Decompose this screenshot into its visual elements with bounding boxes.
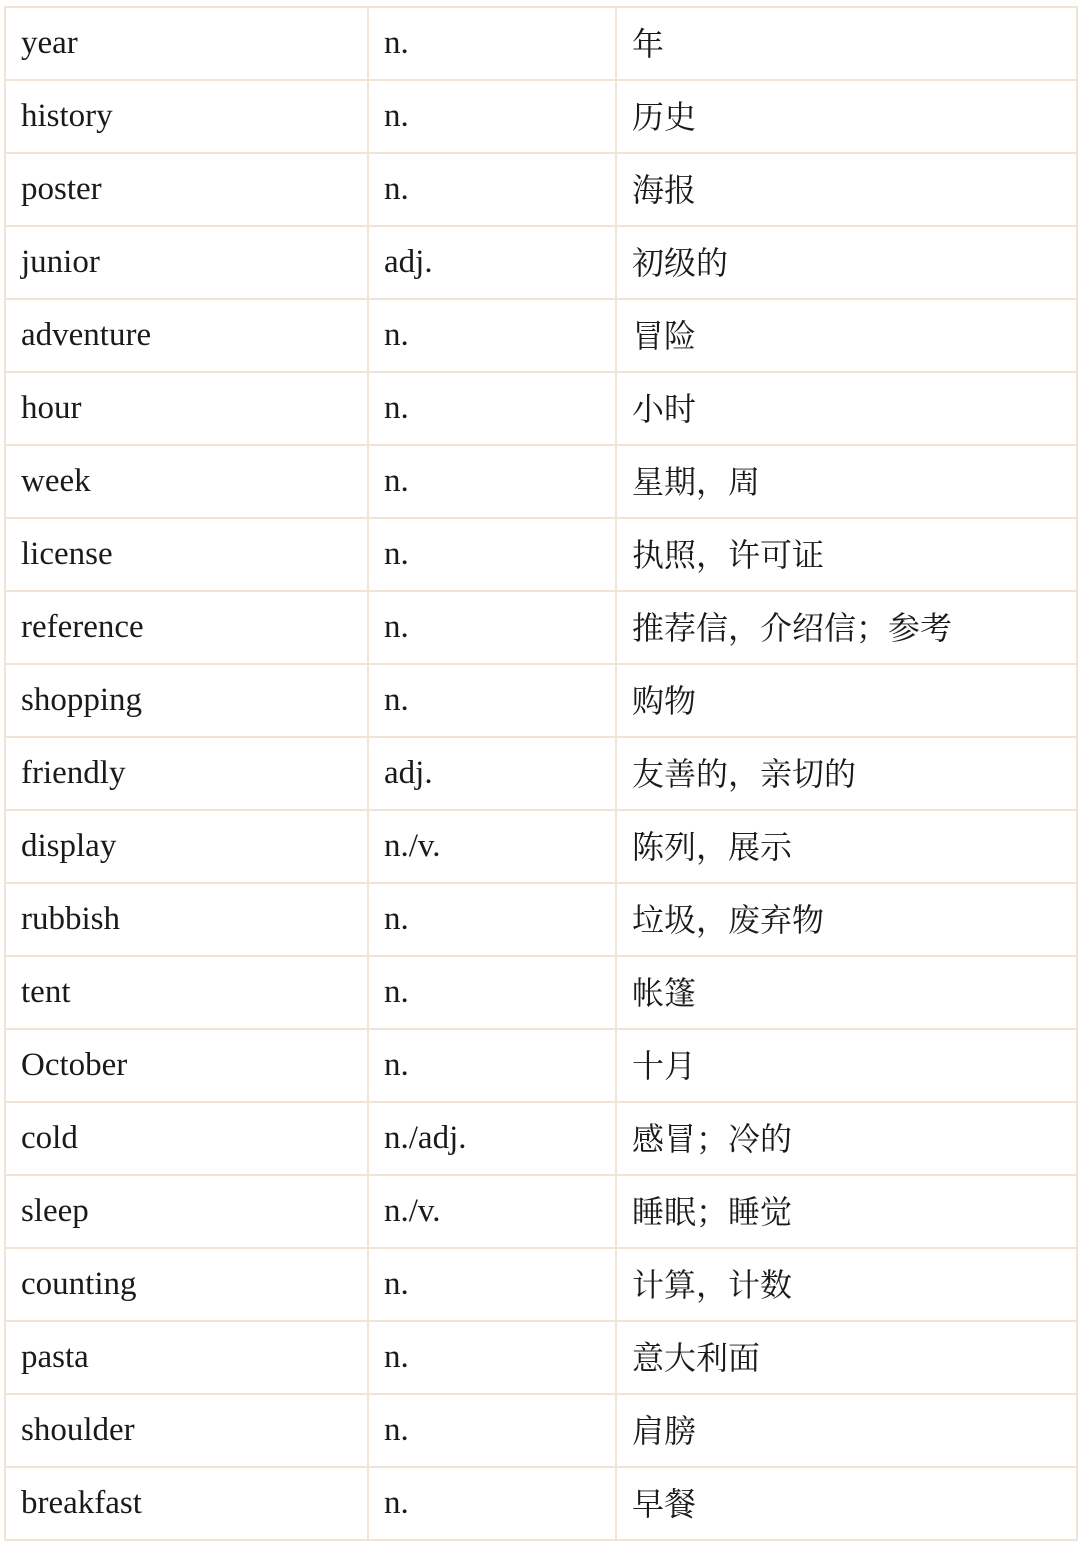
word-cell: junior xyxy=(5,226,368,299)
part-of-speech-cell: n. xyxy=(368,518,616,591)
word-cell: pasta xyxy=(5,1321,368,1394)
part-of-speech-cell: n./v. xyxy=(368,810,616,883)
word-cell: friendly xyxy=(5,737,368,810)
meaning-cell: 年 xyxy=(616,7,1077,80)
table-row xyxy=(5,372,1077,445)
table-row xyxy=(5,518,1077,591)
meaning-cell: 推荐信，介绍信；参考 xyxy=(616,591,1077,664)
table-row xyxy=(5,226,1077,299)
part-of-speech-cell: n. xyxy=(368,664,616,737)
vocabulary-table-body xyxy=(5,7,1077,1540)
part-of-speech-cell: n. xyxy=(368,445,616,518)
word-cell: reference xyxy=(5,591,368,664)
word-cell: week xyxy=(5,445,368,518)
table-row xyxy=(5,1175,1077,1248)
word-cell: adventure xyxy=(5,299,368,372)
meaning-cell: 十月 xyxy=(616,1029,1077,1102)
table-row xyxy=(5,1321,1077,1394)
part-of-speech-cell: n. xyxy=(368,1467,616,1540)
word-cell: poster xyxy=(5,153,368,226)
table-row xyxy=(5,7,1077,80)
table-row xyxy=(5,1467,1077,1540)
word-cell: rubbish xyxy=(5,883,368,956)
word-cell: October xyxy=(5,1029,368,1102)
meaning-cell: 小时 xyxy=(616,372,1077,445)
word-cell: hour xyxy=(5,372,368,445)
word-cell: breakfast xyxy=(5,1467,368,1540)
meaning-cell: 意大利面 xyxy=(616,1321,1077,1394)
word-cell: history xyxy=(5,80,368,153)
part-of-speech-cell: n. xyxy=(368,1321,616,1394)
table-row xyxy=(5,883,1077,956)
word-cell: tent xyxy=(5,956,368,1029)
meaning-cell: 睡眠；睡觉 xyxy=(616,1175,1077,1248)
meaning-cell: 海报 xyxy=(616,153,1077,226)
meaning-cell: 执照，许可证 xyxy=(616,518,1077,591)
table-row xyxy=(5,299,1077,372)
word-cell: sleep xyxy=(5,1175,368,1248)
table-row xyxy=(5,80,1077,153)
part-of-speech-cell: adj. xyxy=(368,226,616,299)
meaning-cell: 陈列，展示 xyxy=(616,810,1077,883)
table-row xyxy=(5,664,1077,737)
meaning-cell: 垃圾，废弃物 xyxy=(616,883,1077,956)
part-of-speech-cell: n. xyxy=(368,1248,616,1321)
part-of-speech-cell: n. xyxy=(368,7,616,80)
word-cell: cold xyxy=(5,1102,368,1175)
table-row xyxy=(5,810,1077,883)
word-cell: year xyxy=(5,7,368,80)
meaning-cell: 感冒；冷的 xyxy=(616,1102,1077,1175)
word-cell: shoulder xyxy=(5,1394,368,1467)
table-row xyxy=(5,956,1077,1029)
table-row xyxy=(5,1029,1077,1102)
part-of-speech-cell: n. xyxy=(368,80,616,153)
meaning-cell: 友善的，亲切的 xyxy=(616,737,1077,810)
table-row xyxy=(5,737,1077,810)
meaning-cell: 星期，周 xyxy=(616,445,1077,518)
part-of-speech-cell: n. xyxy=(368,153,616,226)
word-cell: display xyxy=(5,810,368,883)
table-row xyxy=(5,1102,1077,1175)
part-of-speech-cell: n. xyxy=(368,372,616,445)
table-row xyxy=(5,591,1077,664)
word-cell: license xyxy=(5,518,368,591)
part-of-speech-cell: n. xyxy=(368,883,616,956)
meaning-cell: 帐篷 xyxy=(616,956,1077,1029)
part-of-speech-cell: n./adj. xyxy=(368,1102,616,1175)
meaning-cell: 初级的 xyxy=(616,226,1077,299)
table-row xyxy=(5,153,1077,226)
meaning-cell: 历史 xyxy=(616,80,1077,153)
part-of-speech-cell: n. xyxy=(368,299,616,372)
meaning-cell: 购物 xyxy=(616,664,1077,737)
meaning-cell: 计算，计数 xyxy=(616,1248,1077,1321)
meaning-cell: 早餐 xyxy=(616,1467,1077,1540)
meaning-cell: 肩膀 xyxy=(616,1394,1077,1467)
meaning-cell: 冒险 xyxy=(616,299,1077,372)
table-row xyxy=(5,445,1077,518)
part-of-speech-cell: n./v. xyxy=(368,1175,616,1248)
word-cell: shopping xyxy=(5,664,368,737)
table-row xyxy=(5,1394,1077,1467)
part-of-speech-cell: n. xyxy=(368,591,616,664)
part-of-speech-cell: n. xyxy=(368,1029,616,1102)
word-cell: counting xyxy=(5,1248,368,1321)
part-of-speech-cell: n. xyxy=(368,956,616,1029)
table-row xyxy=(5,1248,1077,1321)
part-of-speech-cell: n. xyxy=(368,1394,616,1467)
part-of-speech-cell: adj. xyxy=(368,737,616,810)
vocabulary-table xyxy=(4,6,1078,1541)
